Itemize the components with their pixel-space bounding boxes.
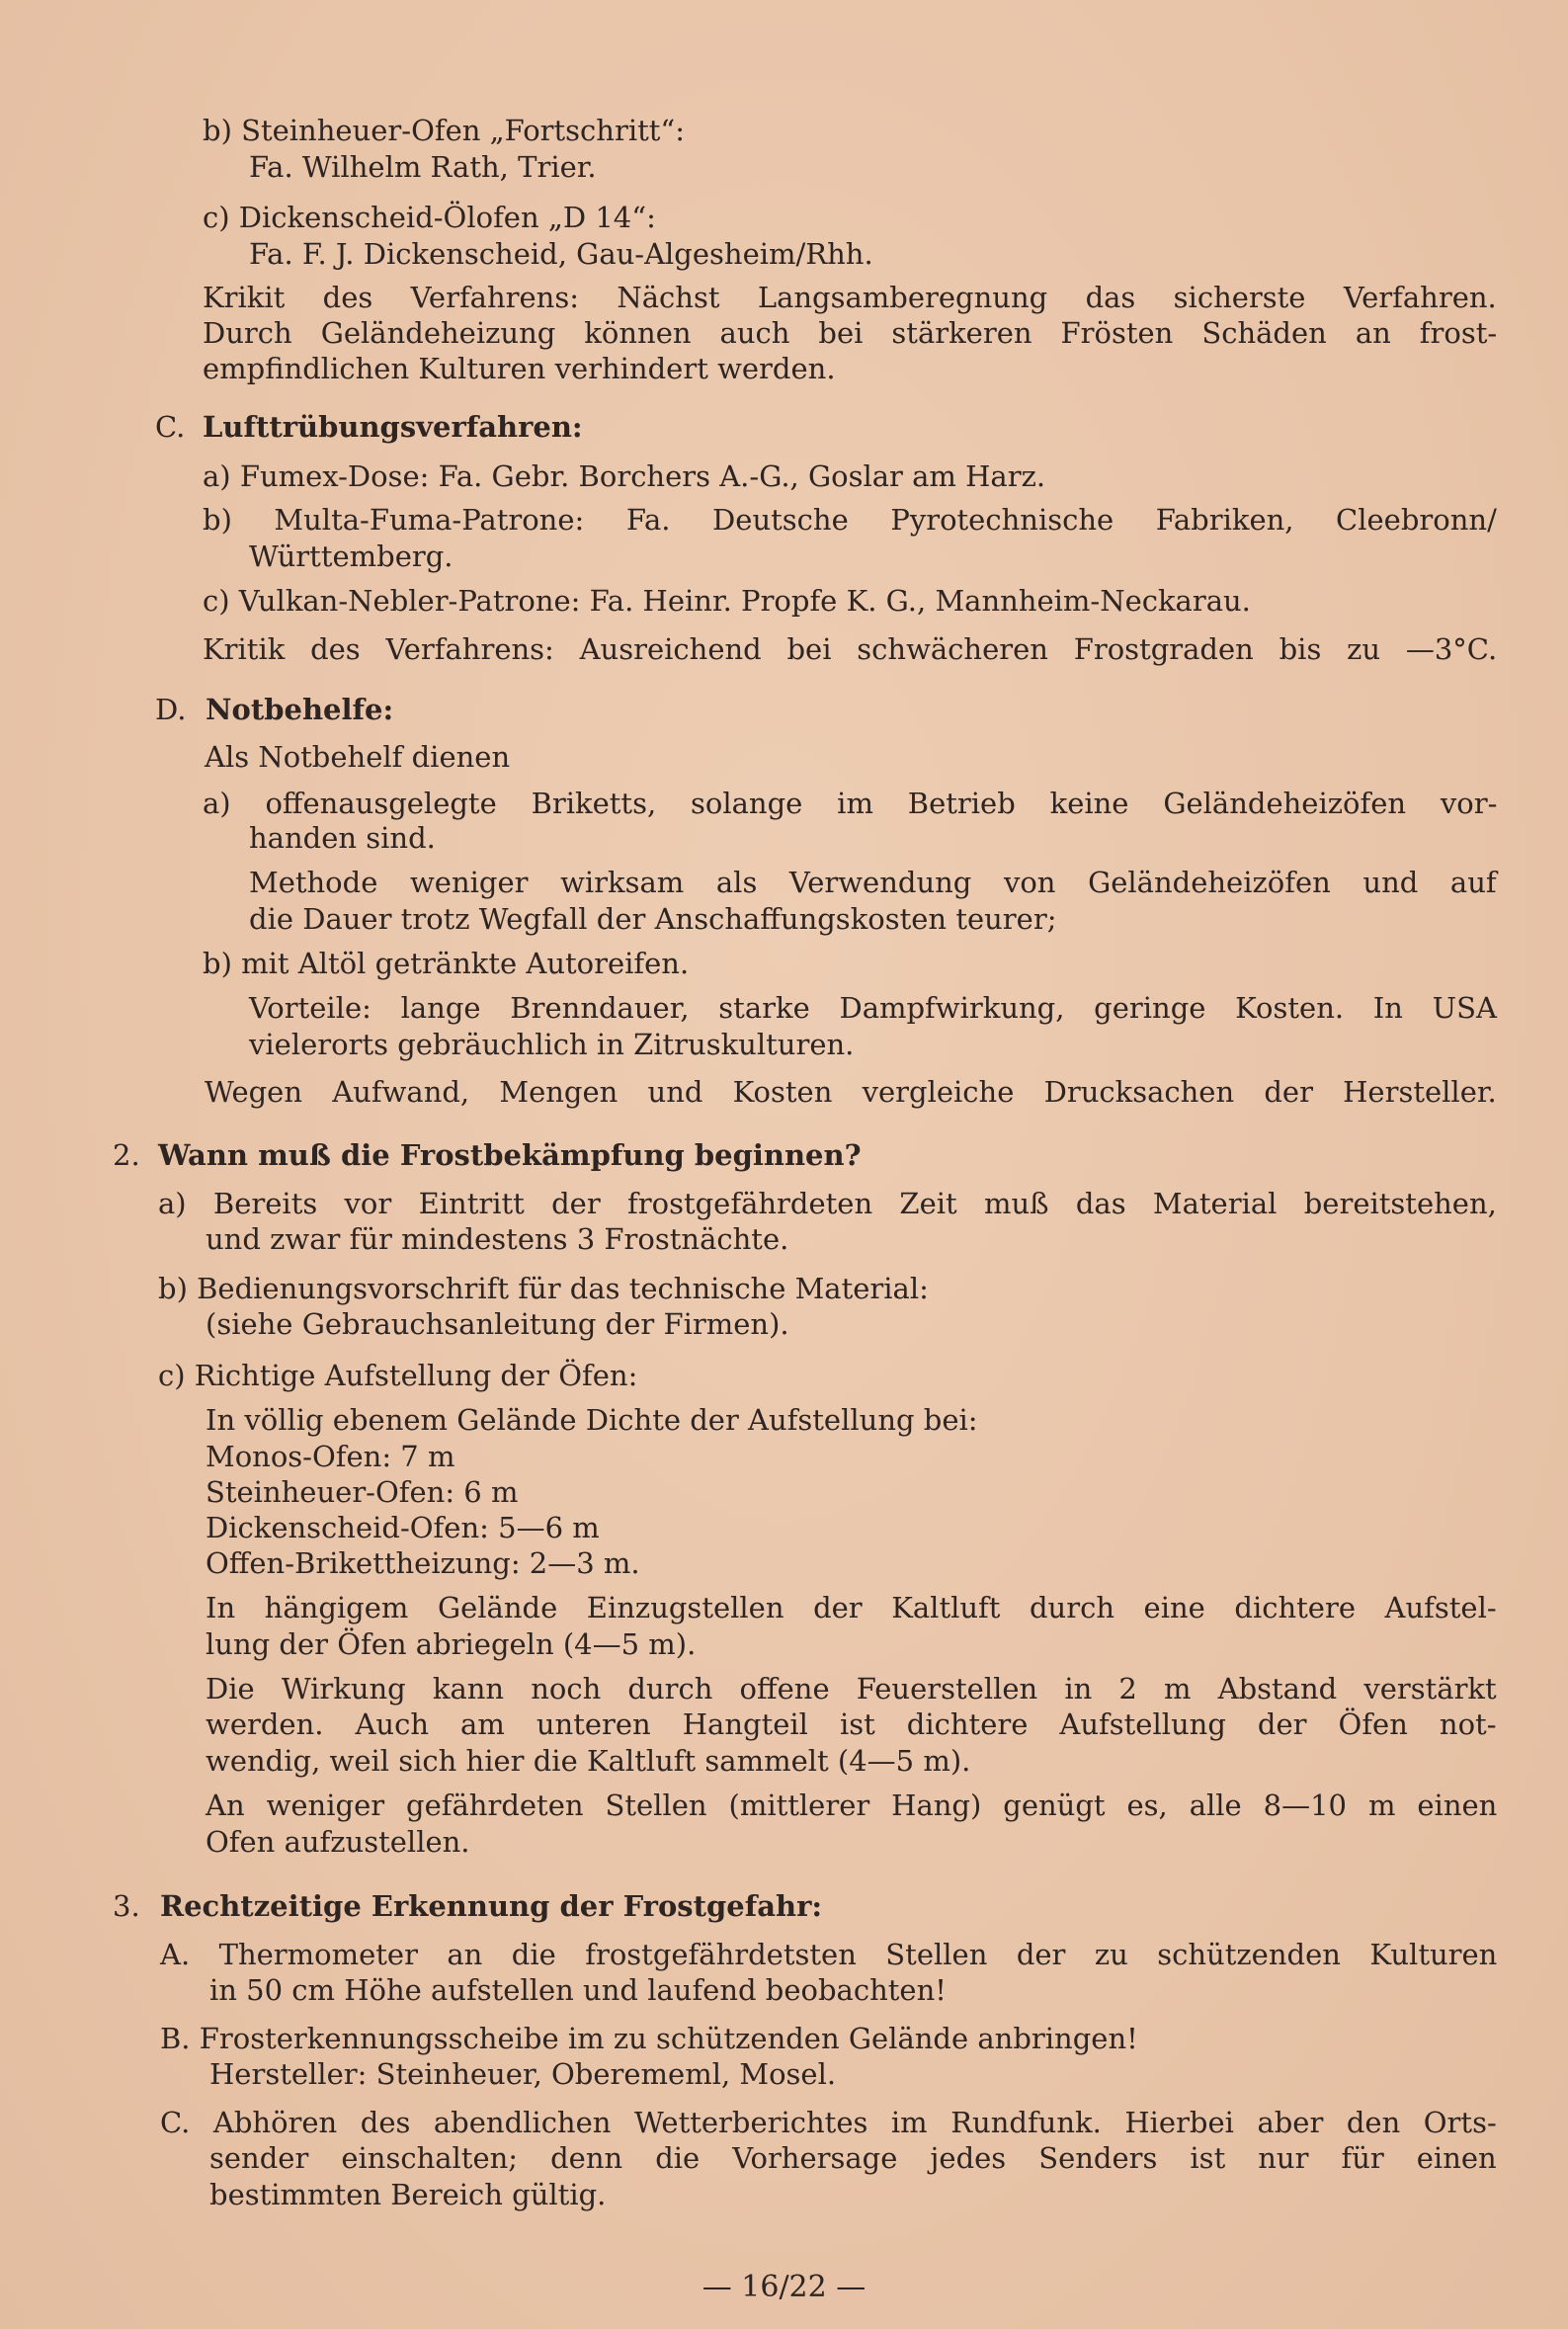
- text-line: Dickenscheid-Ofen: 5—6 m: [206, 1511, 600, 1544]
- text-line: C. Abhören des abendlichen Wetterberichtes im Rundfunk. Hierbei aber den Orts-: [160, 2106, 1497, 2139]
- text-line: b) Steinheuer-Ofen „Fortschritt“:: [203, 114, 686, 147]
- text-line: die Dauer trotz Wegfall der Anschaffungskosten teurer;: [249, 902, 1057, 936]
- text-line: Wegen Aufwand, Mengen und Kosten vergleiche Drucksachen der Hersteller.: [205, 1075, 1497, 1109]
- text-line: Fa. Wilhelm Rath, Trier.: [249, 150, 597, 184]
- text-line: Durch Geländeheizung können auch bei stärkeren Frösten Schäden an frost-: [203, 316, 1498, 350]
- text-line: vielerorts gebräuchlich in Zitruskulturen.: [249, 1028, 855, 1061]
- text-line: a) Bereits vor Eintritt der frostgefährdeten Zeit muß das Material bereitstehen,: [158, 1187, 1497, 1220]
- text-line: bestimmten Bereich gültig.: [209, 2178, 607, 2211]
- section-number: C.: [155, 410, 186, 444]
- section-number: 2.: [113, 1138, 140, 1172]
- text-line: Krikit des Verfahrens: Nächst Langsamberegnung das sicherste Verfahren.: [203, 281, 1497, 314]
- text-line: In völlig ebenem Gelände Dichte der Aufstellung bei:: [206, 1403, 978, 1437]
- text-line: c) Vulkan-Nebler-Patrone: Fa. Heinr. Propfe K. G., Mannheim-Neckarau.: [203, 584, 1251, 618]
- section-heading: Wann muß die Frostbekämpfung beginnen?: [158, 1138, 862, 1172]
- section-number: 3.: [113, 1889, 140, 1923]
- text-line: und zwar für mindestens 3 Frostnächte.: [206, 1222, 789, 1256]
- text-line: b) Bedienungsvorschrift für das technische Material:: [158, 1272, 929, 1305]
- text-line: B. Frosterkennungsscheibe im zu schützenden Gelände anbringen!: [160, 2022, 1138, 2055]
- text-line: sender einschalten; denn die Vorhersage jedes Senders ist nur für einen: [209, 2141, 1497, 2175]
- text-line: b) Multa-Fuma-Patrone: Fa. Deutsche Pyrotechnische Fabriken, Cleebronn/: [203, 503, 1497, 537]
- text-line: a) offenausgelegte Briketts, solange im Betrieb keine Geländeheizöfen vor-: [203, 787, 1498, 820]
- text-line: Als Notbehelf dienen: [205, 740, 511, 774]
- text-line: lung der Öfen abriegeln (4—5 m).: [206, 1627, 697, 1661]
- text-line: Hersteller: Steinheuer, Oberememl, Mosel.: [209, 2057, 837, 2091]
- text-line: a) Fumex-Dose: Fa. Gebr. Borchers A.-G., Goslar am Harz.: [203, 459, 1046, 493]
- text-line: In hängigem Gelände Einzugstellen der Kaltluft durch eine dichtere Aufstel-: [206, 1591, 1497, 1624]
- text-line: wendig, weil sich hier die Kaltluft sammelt (4—5 m).: [206, 1744, 971, 1778]
- text-line: Württemberg.: [249, 540, 454, 573]
- text-line: Vorteile: lange Brenndauer, starke Dampfwirkung, geringe Kosten. In USA: [249, 991, 1497, 1025]
- text-line: in 50 cm Höhe aufstellen und laufend beobachten!: [209, 1973, 947, 2007]
- text-line: Fa. F. J. Dickenscheid, Gau-Algesheim/Rhh.: [249, 237, 873, 271]
- text-line: Ofen aufzustellen.: [206, 1825, 470, 1859]
- text-line: Die Wirkung kann noch durch offene Feuerstellen in 2 m Abstand verstärkt: [206, 1672, 1497, 1705]
- text-line: handen sind.: [249, 821, 436, 855]
- text-line: (siehe Gebrauchsanleitung der Firmen).: [206, 1307, 789, 1341]
- text-line: An weniger gefährdeten Stellen (mittlerer Hang) genügt es, alle 8—10 m einen: [206, 1788, 1498, 1822]
- text-line: c) Dickenscheid-Ölofen „D 14“:: [203, 201, 656, 234]
- page-number: — 16/22 —: [701, 2270, 867, 2304]
- section-heading: Notbehelfe:: [206, 693, 394, 726]
- text-line: empfindlichen Kulturen verhindert werden.: [203, 352, 836, 385]
- text-line: Kritik des Verfahrens: Ausreichend bei schwächeren Frostgraden bis zu —3°C.: [203, 632, 1498, 666]
- text-line: b) mit Altöl getränkte Autoreifen.: [203, 947, 690, 980]
- text-line: c) Richtige Aufstellung der Öfen:: [158, 1359, 638, 1392]
- section-heading: Rechtzeitige Erkennung der Frostgefahr:: [160, 1889, 823, 1923]
- text-line: Offen-Brikettheizung: 2—3 m.: [206, 1546, 640, 1580]
- text-line: Steinheuer-Ofen: 6 m: [206, 1475, 519, 1509]
- text-line: Monos-Ofen: 7 m: [206, 1440, 455, 1473]
- section-number: D.: [155, 693, 187, 726]
- text-line: A. Thermometer an die frostgefährdetsten Stellen der zu schützenden Kulturen: [160, 1938, 1498, 1971]
- text-line: werden. Auch am unteren Hangteil ist dichtere Aufstellung der Öfen not-: [206, 1707, 1497, 1741]
- section-heading: Lufttrübungsverfahren:: [203, 410, 583, 444]
- text-line: Methode weniger wirksam als Verwendung von Geländeheizöfen und auf: [249, 866, 1497, 899]
